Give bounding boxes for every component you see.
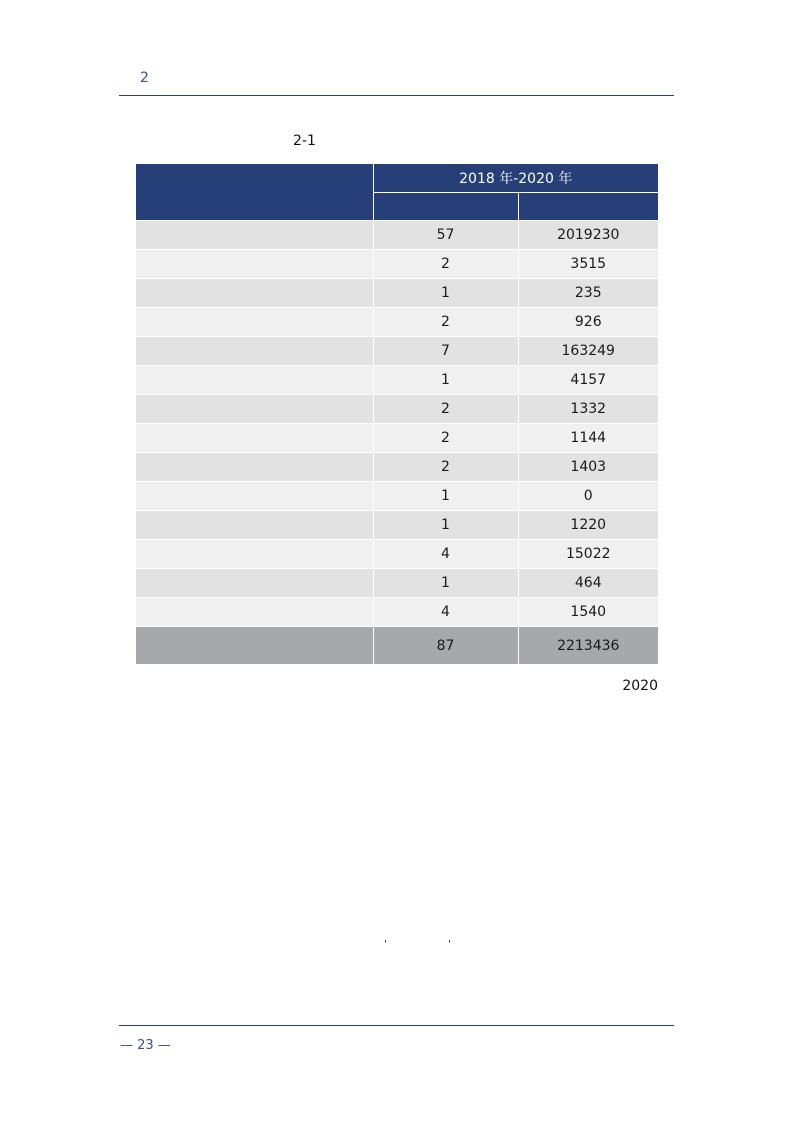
count-cell: 2 — [373, 308, 518, 337]
count-cell: 2 — [373, 395, 518, 424]
amount-cell: 1540 — [518, 598, 658, 627]
table-row — [136, 598, 658, 627]
count-cell: 57 — [373, 221, 518, 250]
header-divider — [119, 95, 674, 96]
table-row — [136, 308, 658, 337]
amount-cell: 15022 — [518, 540, 658, 569]
table-row — [136, 511, 658, 540]
category-cell — [136, 511, 373, 540]
chapter-number: 2 — [140, 70, 149, 86]
category-cell — [136, 395, 373, 424]
page-number: — 23 — — [120, 1038, 171, 1053]
table-total-row — [136, 627, 658, 665]
table-row — [136, 366, 658, 395]
text-fragment: ‘ — [448, 939, 452, 950]
category-cell — [136, 337, 373, 366]
amount-cell: 235 — [518, 279, 658, 308]
amount-cell: 1332 — [518, 395, 658, 424]
category-cell — [136, 540, 373, 569]
total-label-cell — [136, 627, 373, 665]
amount-cell: 163249 — [518, 337, 658, 366]
amount-cell: 0 — [518, 482, 658, 511]
table-row — [136, 424, 658, 453]
amount-cell: 2019230 — [518, 221, 658, 250]
total-amount-cell: 2213436 — [518, 627, 658, 665]
table-row — [136, 482, 658, 511]
footer-divider — [119, 1025, 674, 1026]
category-cell — [136, 482, 373, 511]
count-cell: 4 — [373, 598, 518, 627]
count-cell: 4 — [373, 540, 518, 569]
table-row — [136, 250, 658, 279]
table-row — [136, 540, 658, 569]
amount-cell: 3515 — [518, 250, 658, 279]
category-cell — [136, 424, 373, 453]
amount-cell: 1144 — [518, 424, 658, 453]
total-count-cell: 87 — [373, 627, 518, 665]
category-cell — [136, 598, 373, 627]
table-caption: 2-1 — [293, 133, 316, 149]
count-cell: 1 — [373, 366, 518, 395]
category-cell — [136, 569, 373, 598]
count-cell: 1 — [373, 482, 518, 511]
table-row — [136, 569, 658, 598]
count-cell: 7 — [373, 337, 518, 366]
header-count-cell — [373, 193, 518, 221]
count-cell: 2 — [373, 250, 518, 279]
header-period-cell: 2018 年-2020 年 — [373, 164, 658, 193]
table-header-row — [136, 164, 658, 193]
amount-cell: 926 — [518, 308, 658, 337]
header-category-cell — [136, 164, 373, 221]
source-note: 2020 — [622, 678, 658, 694]
count-cell: 2 — [373, 424, 518, 453]
amount-cell: 4157 — [518, 366, 658, 395]
table-row — [136, 453, 658, 482]
table-row — [136, 337, 658, 366]
category-cell — [136, 453, 373, 482]
table-row — [136, 279, 658, 308]
table-body — [136, 221, 658, 665]
table-row — [136, 395, 658, 424]
amount-cell: 1403 — [518, 453, 658, 482]
amount-cell: 1220 — [518, 511, 658, 540]
category-cell — [136, 279, 373, 308]
category-cell — [136, 308, 373, 337]
category-cell — [136, 366, 373, 395]
data-table — [136, 164, 658, 665]
header-amount-cell — [518, 193, 658, 221]
text-fragment: ‘ — [384, 939, 388, 950]
category-cell — [136, 221, 373, 250]
count-cell: 1 — [373, 279, 518, 308]
count-cell: 1 — [373, 569, 518, 598]
amount-cell: 464 — [518, 569, 658, 598]
count-cell: 2 — [373, 453, 518, 482]
table-row — [136, 221, 658, 250]
count-cell: 1 — [373, 511, 518, 540]
category-cell — [136, 250, 373, 279]
